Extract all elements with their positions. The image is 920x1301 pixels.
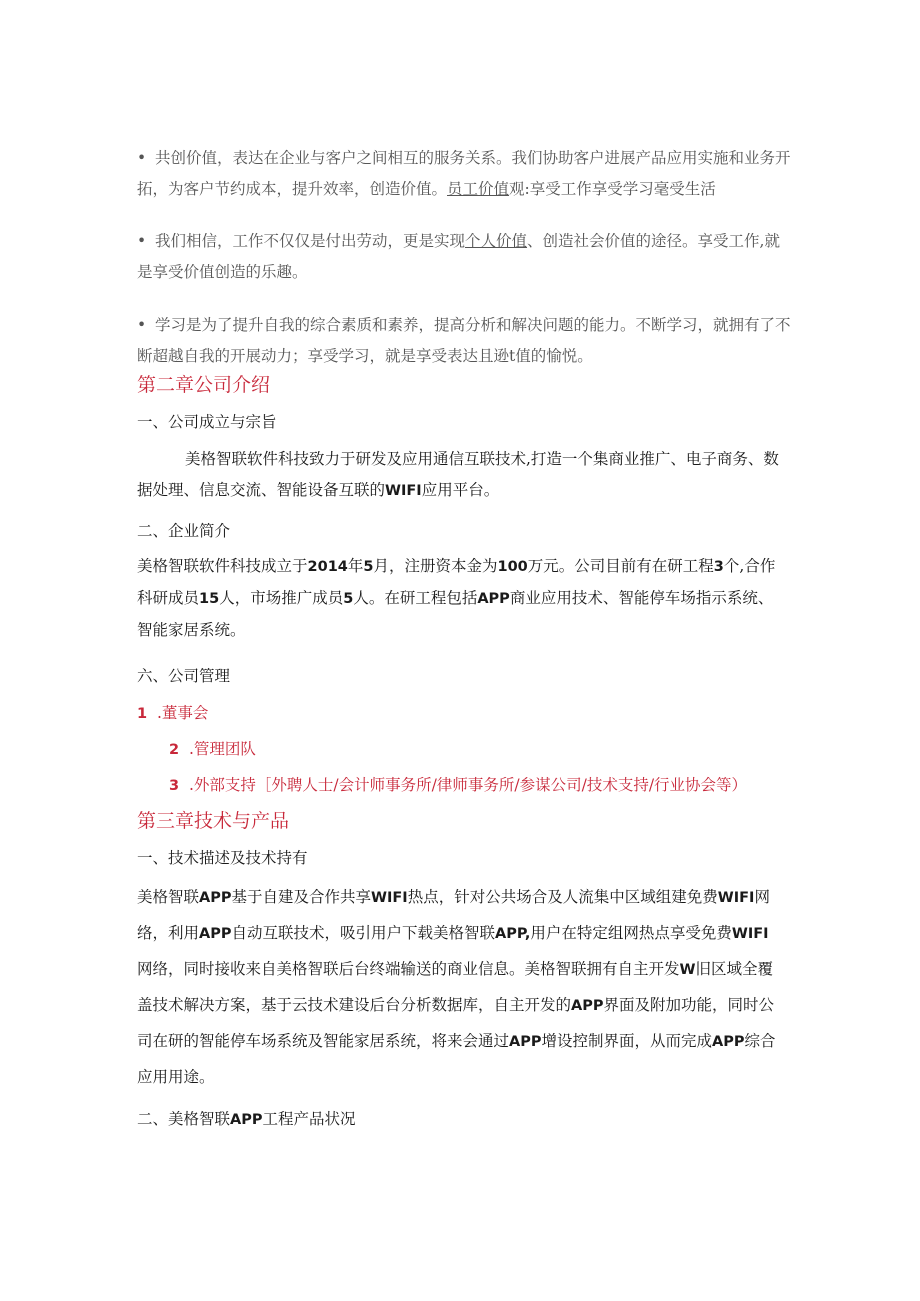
s31-text: 美格智联 [137, 888, 200, 906]
s22-year: 2014 [307, 559, 348, 575]
section-2-1-body [137, 444, 785, 507]
bullet-1-line-2-a: 拓，为客户节约成本，提升效率，创造价值。 [137, 180, 448, 198]
s31-app: APP [571, 998, 604, 1014]
s31-text: 基于自建及合作共享 [231, 888, 372, 906]
s22-projects: 3 [713, 559, 724, 575]
s31-wifi: WIFI [371, 890, 408, 906]
s31-text: 络，利用 [137, 924, 200, 942]
bullet-dot: • [137, 149, 147, 167]
s22-text: 人，市场推广成员 [219, 589, 344, 607]
section-2-2-title: 二、企业简介 [137, 522, 231, 540]
s31-line-6: 应用用途。 [137, 1068, 215, 1086]
s22-text: 商业应用技术、智能停车场指示系统、 [509, 589, 774, 607]
s31-wifi: WIFI [717, 890, 755, 906]
s22-capital: 100 [497, 559, 528, 575]
s21-wifi: WIFI [385, 483, 422, 499]
s31-app: APP [199, 890, 232, 906]
s31-text: 司在研的智能停车场系统及智能家居系统，将来会通过 [137, 1032, 510, 1050]
s31-text: 界面及附加功能，同时公 [603, 996, 775, 1014]
s21-line-1: 美格智联软件科技致力于研发及应用通信互联技术,打造一个集商业推广、电子商务、数 [185, 450, 779, 468]
chapter-3-title: 第三章技术与产品 [137, 810, 290, 832]
s22-month: 5 [363, 559, 374, 575]
mgmt-item-number: 2 [169, 742, 180, 758]
s22-text: 个,合作 [723, 557, 776, 575]
mgmt-item-label: .董事会 [157, 704, 209, 722]
mgmt-item-label: .外部支持［外聘人士/会计师事务所/律师事务所/参谋公司/技术支持/行业协会等） [189, 776, 748, 794]
bullet-1-line-2-b: 观:享受工作享受学习毫受生活 [509, 180, 716, 198]
s31-text: 网络，同时接收来自美格智联后台终端输送的商业信息。美格智联拥有自主开发 [137, 960, 680, 978]
bullet-2-line-1-a: 我们相信，工作不仅仅是付出劳动，更是实现 [155, 232, 466, 250]
s31-text: 盖技术解决方案，基于云技术建设后台分析数据库，自主开发的 [137, 996, 572, 1014]
bullet-3-line-2: 断超越自我的开展动力；享受学习，就是享受表达且逊t值的愉悦。 [137, 347, 593, 365]
section-2-6-title: 六、公司管理 [137, 667, 231, 685]
s31-text: 旧区域全覆 [695, 960, 774, 978]
bullet-2-line-2: 是享受价值创造的乐趣。 [137, 263, 308, 281]
s22-market-count: 5 [343, 591, 354, 607]
s31-app: APP [199, 926, 232, 942]
s22-text: 科研成员 [137, 589, 200, 607]
chapter-2-title: 第二章公司介绍 [137, 374, 271, 396]
section-3-1-body [137, 880, 785, 1095]
bullet-dot: • [137, 232, 147, 250]
s22-app: APP [477, 591, 510, 607]
s21-line-2-c: 应用平台。 [421, 481, 500, 499]
section-3-1-title: 一、技术描述及技术持有 [137, 849, 308, 867]
s32-app: APP [230, 1112, 263, 1128]
mgmt-item-number: 3 [169, 778, 180, 794]
s31-wifi: WIFI [731, 926, 769, 942]
mgmt-item-3 [169, 770, 817, 802]
s22-text: 人。在研工程包括 [353, 589, 478, 607]
s32-text: 二、美格智联 [137, 1110, 231, 1128]
bullet-2-underlined: 个人价值 [465, 232, 528, 250]
mgmt-item-1 [137, 698, 785, 730]
bullet-paragraph-1 [137, 143, 791, 205]
bullet-paragraph-3 [137, 310, 791, 372]
s31-app: APP [712, 1034, 745, 1050]
bullet-1-line-1: 共创价值，表达在企业与客户之间相互的服务关系。我们协助客户进展产品应用实施和业务开 [155, 149, 791, 167]
s22-text: 美格智联软件科技成立于 [137, 557, 308, 575]
bullet-paragraph-2 [137, 226, 785, 288]
s31-text: 用户在特定组网热点享受免费 [530, 924, 732, 942]
s31-text: 热点，针对公共场合及人流集中区域组建免费 [407, 888, 718, 906]
s31-text: 增设控制界面，从而完成 [541, 1032, 713, 1050]
s31-app: APP, [495, 926, 531, 942]
s21-line-2-a: 据处理、信息交流、智能设备互联的 [137, 481, 386, 499]
s31-text: 网 [754, 888, 770, 906]
section-2-2-body [137, 551, 785, 646]
mgmt-item-2 [169, 734, 817, 766]
s22-text: 月，注册资本金为 [373, 557, 498, 575]
section-3-2-title [137, 1104, 785, 1136]
s31-text: 综合 [744, 1032, 776, 1050]
s31-app: APP [509, 1034, 542, 1050]
mgmt-item-label: .管理团队 [189, 740, 256, 758]
s22-text: 万元。公司目前有在研工程 [527, 557, 714, 575]
bullet-3-line-1: 学习是为了提升自我的综合素质和素养，提高分析和解决问题的能力。不断学习，就拥有了不 [155, 316, 791, 334]
s22-text: 年 [347, 557, 364, 575]
bullet-dot: • [137, 316, 147, 334]
bullet-2-line-1-b: 、创造社会价值的途径。享受工作,就 [527, 232, 780, 250]
s22-rd-count: 15 [199, 591, 220, 607]
section-2-1-title: 一、公司成立与宗旨 [137, 413, 277, 431]
s32-text: 工程产品状况 [262, 1110, 356, 1128]
s22-line-3: 智能家居系统。 [137, 621, 246, 639]
s31-w: W [679, 962, 696, 978]
s31-text: 自动互联技术，吸引用户下载美格智联 [231, 924, 496, 942]
bullet-1-underlined: 员工价值 [447, 180, 510, 198]
mgmt-item-number: 1 [137, 706, 148, 722]
